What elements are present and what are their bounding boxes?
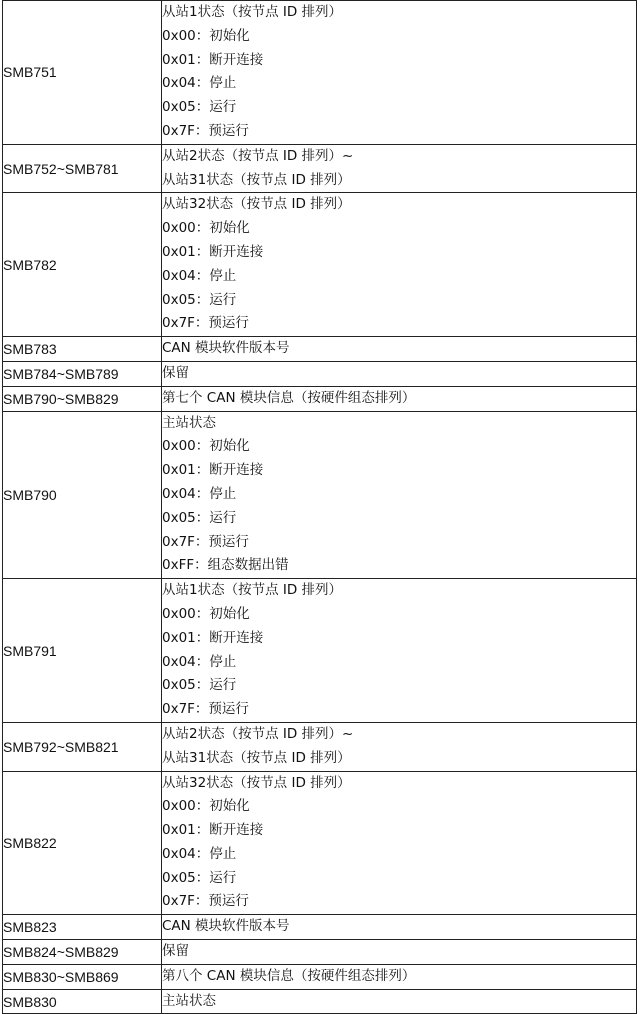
description-line: 0x01：断开连接 bbox=[162, 462, 264, 479]
description-line: 从站1状态（按节点 ID 排列） bbox=[162, 582, 343, 599]
register-description bbox=[162, 771, 637, 915]
register-address: SMB784~SMB789 bbox=[3, 361, 162, 386]
description-line: 0x7F：预运行 bbox=[162, 701, 249, 718]
description-line: 0x7F：预运行 bbox=[162, 893, 249, 910]
register-description bbox=[162, 915, 637, 940]
register-description bbox=[162, 193, 637, 337]
description-line: 0x7F：预运行 bbox=[162, 533, 249, 550]
description-line: 0x04：停止 bbox=[162, 845, 237, 862]
description-line: 保留 bbox=[162, 364, 189, 381]
description-line: 从站32状态（按节点 ID 排列） bbox=[162, 774, 351, 791]
table-row bbox=[3, 193, 637, 337]
register-address: SMB822 bbox=[3, 771, 162, 915]
table-row bbox=[3, 722, 637, 771]
register-description bbox=[162, 144, 637, 193]
table-row bbox=[3, 386, 637, 411]
register-description bbox=[162, 386, 637, 411]
description-line: 第七个 CAN 模块信息（按硬件组态排列） bbox=[162, 389, 416, 406]
description-line: 0x00：初始化 bbox=[162, 438, 250, 455]
table-row bbox=[3, 989, 637, 1014]
description-line: CAN 模块软件版本号 bbox=[162, 340, 290, 357]
description-line: 0x05：运行 bbox=[162, 677, 237, 694]
table-row bbox=[3, 771, 637, 915]
description-line: 0x04：停止 bbox=[162, 75, 237, 92]
register-address: SMB751 bbox=[3, 1, 162, 145]
description-line: 0x00：初始化 bbox=[162, 605, 250, 622]
table-row bbox=[3, 1, 637, 145]
description-line: 0x05：运行 bbox=[162, 869, 237, 886]
register-description bbox=[162, 1, 637, 145]
register-address: SMB823 bbox=[3, 915, 162, 940]
description-line: 0x01：断开连接 bbox=[162, 243, 264, 260]
description-line: 从站31状态（按节点 ID 排列） bbox=[162, 749, 351, 766]
table-row bbox=[3, 144, 637, 193]
register-address: SMB790~SMB829 bbox=[3, 386, 162, 411]
description-line: 0x00：初始化 bbox=[162, 220, 250, 237]
register-description bbox=[162, 940, 637, 965]
description-line: 主站状态 bbox=[162, 414, 216, 431]
description-line: 0x04：停止 bbox=[162, 485, 237, 502]
register-table-body bbox=[3, 1, 637, 1014]
description-line: 第八个 CAN 模块信息（按硬件组态排列） bbox=[162, 967, 416, 984]
description-line: 0x01：断开连接 bbox=[162, 629, 264, 646]
register-address: SMB830~SMB869 bbox=[3, 964, 162, 989]
description-line: 保留 bbox=[162, 943, 189, 960]
register-address: SMB790 bbox=[3, 411, 162, 579]
table-row bbox=[3, 964, 637, 989]
description-line: 0x01：断开连接 bbox=[162, 822, 264, 839]
table-row bbox=[3, 579, 637, 723]
register-description bbox=[162, 361, 637, 386]
description-line: 0x05：运行 bbox=[162, 99, 237, 116]
register-description bbox=[162, 579, 637, 723]
register-address: SMB824~SMB829 bbox=[3, 940, 162, 965]
register-description bbox=[162, 964, 637, 989]
table-row bbox=[3, 361, 637, 386]
table-row bbox=[3, 411, 637, 579]
register-table bbox=[2, 0, 637, 1014]
register-description bbox=[162, 722, 637, 771]
description-line: 从站2状态（按节点 ID 排列）~ bbox=[162, 147, 354, 164]
description-line: 0x00：初始化 bbox=[162, 798, 250, 815]
register-address: SMB782 bbox=[3, 193, 162, 337]
register-description bbox=[162, 989, 637, 1014]
table-row bbox=[3, 915, 637, 940]
description-line: 0x05：运行 bbox=[162, 509, 237, 526]
register-address: SMB792~SMB821 bbox=[3, 722, 162, 771]
register-description bbox=[162, 337, 637, 362]
description-line: 0x01：断开连接 bbox=[162, 51, 264, 68]
register-address: SMB783 bbox=[3, 337, 162, 362]
register-address: SMB791 bbox=[3, 579, 162, 723]
description-line: 0x05：运行 bbox=[162, 291, 237, 308]
description-line: 从站1状态（按节点 ID 排列） bbox=[162, 4, 343, 20]
register-address: SMB752~SMB781 bbox=[3, 144, 162, 193]
description-line: 从站2状态（按节点 ID 排列）~ bbox=[162, 725, 354, 742]
description-line: CAN 模块软件版本号 bbox=[162, 918, 290, 935]
description-line: 从站31状态（按节点 ID 排列） bbox=[162, 171, 351, 188]
description-line: 主站状态 bbox=[162, 992, 216, 1009]
register-description bbox=[162, 411, 637, 579]
register-address: SMB830 bbox=[3, 989, 162, 1014]
description-line: 0x7F：预运行 bbox=[162, 122, 249, 139]
description-line: 从站32状态（按节点 ID 排列） bbox=[162, 196, 351, 213]
table-row bbox=[3, 337, 637, 362]
table-row bbox=[3, 940, 637, 965]
description-line: 0x7F：预运行 bbox=[162, 315, 249, 332]
description-line: 0x04：停止 bbox=[162, 267, 237, 284]
description-line: 0x00：初始化 bbox=[162, 27, 250, 44]
description-line: 0x04：停止 bbox=[162, 653, 237, 670]
description-line: 0xFF：组态数据出错 bbox=[162, 557, 289, 574]
